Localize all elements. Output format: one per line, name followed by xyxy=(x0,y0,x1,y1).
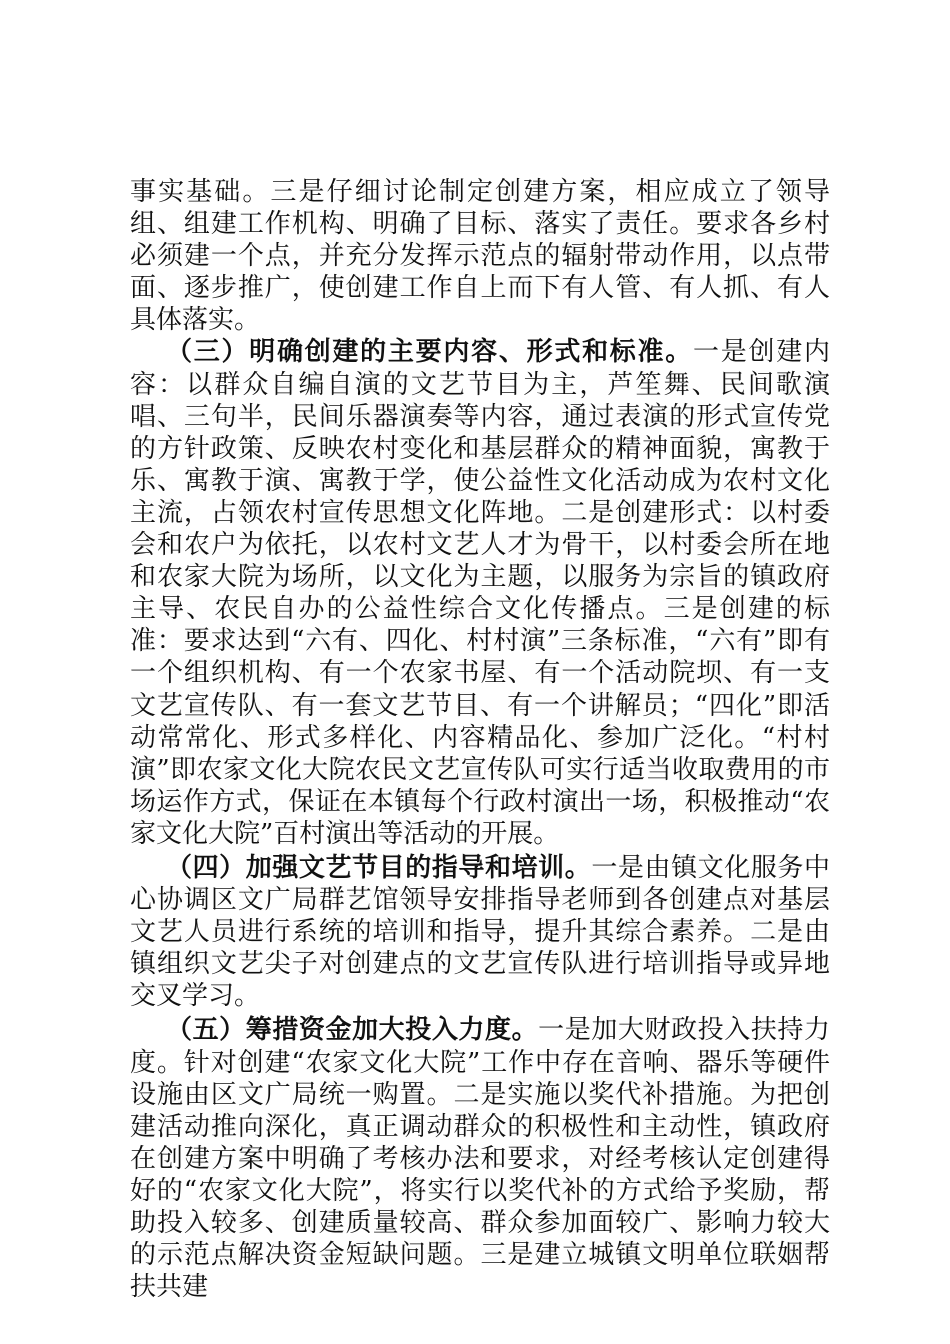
section-heading: （四）加强文艺节目的指导和培训。 xyxy=(166,852,592,883)
paragraph-body: 一是加大财政投入扶持力度。针对创建“农家文化大院”工作中存在音响、器乐等硬件设施由区文广局统一购置。二是实施以奖代补措施。为把创建活动推向深化，真正调动群众的积极性和主动性，镇政府在创建方案中明确了考核办法和要求，对经考核认定创建得好的“农家文化大院”，将实行以奖代补的方式给予奖励，帮助投入较多、创建质量较高、群众参加面较广、影响力较大的示范点解决资金短缺问题。三是建立城镇文明单位联姻帮扶共建 xyxy=(130,1015,830,1303)
paragraph-body: 一是由镇文化服务中心协调区文广局群艺馆领导安排指导老师到各创建点对基层文艺人员进行系统的培训和指导，提升其综合素养。二是由镇组织文艺尖子对创建点的文艺宣传队进行培训指导或异地交叉学习。 xyxy=(130,852,830,1012)
paragraph-section-5 xyxy=(130,1014,830,1303)
paragraph-continued xyxy=(130,176,830,336)
paragraph-body: 一是创建内容：以群众自编自演的文艺节目为主，芦笙舞、民间歌演唱、三句半，民间乐器演奏等内容，通过表演的形式宣传党的方针政策、反映农村变化和基层群众的精神面貌，寓教于乐、寓教于演、寓教于学，使公益性文化活动成为农村文化主流，占领农村宣传思想文化阵地。二是创建形式：以村委会和农户为依托，以农村文艺人才为骨干，以村委会所在地和农家大院为场所，以文化为主题，以服务为宗旨的镇政府主导、农民自办的公益性综合文化传播点。三是创建的标准：要求达到“六有、四化、村村演”三条标准，“六有”即有一个组织机构、有一个农家书屋、有一个活动院坝、有一支文艺宣传队、有一套文艺节目、有一个讲解员；“四化”即活动常常化、形式多样化、内容精品化、参加广泛化。“村村演”即农家文化大院农民文艺宣传队可实行适当收取费用的市场运作方式，保证在本镇每个行政村演出一场，积极推动“农家文化大院”百村演出等活动的开展。 xyxy=(130,337,830,849)
paragraph-section-3 xyxy=(130,336,830,850)
paragraph-body: 事实基础。三是仔细讨论制定创建方案，相应成立了领导组、组建工作机构、明确了目标、落实了责任。要求各乡村必须建一个点，并充分发挥示范点的辐射带动作用，以点带面、逐步推广，使创建工作自上而下有人管、有人抓、有人具体落实。 xyxy=(130,177,830,336)
document-page xyxy=(130,176,830,1303)
paragraph-section-4 xyxy=(130,852,830,1012)
section-heading: （三）明确创建的主要内容、形式和标准。 xyxy=(166,337,694,368)
section-heading: （五）筹措资金加大投入力度。 xyxy=(166,1015,539,1046)
